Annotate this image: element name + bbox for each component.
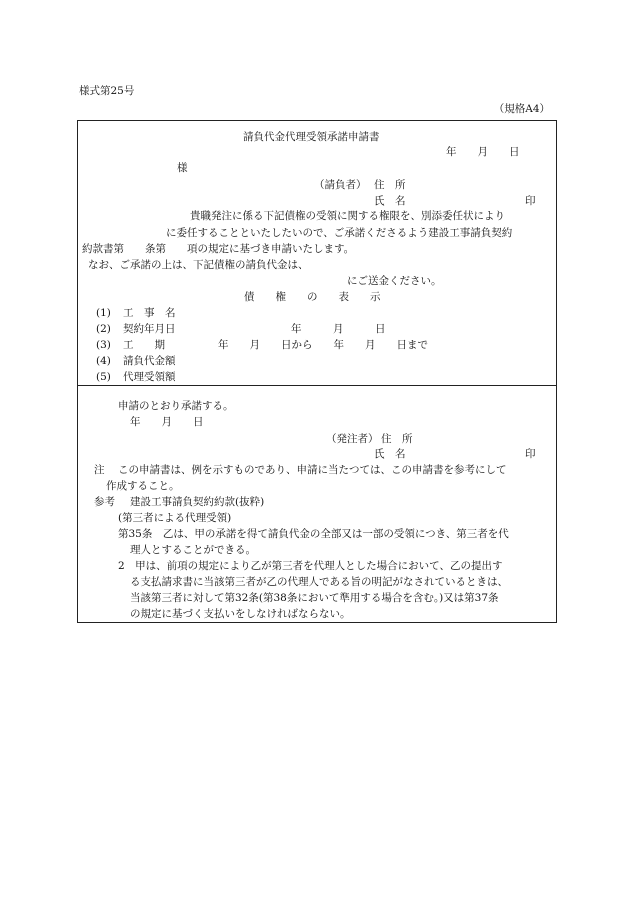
item-1-label: 工 事 名 [123,307,176,319]
item-3-label: 工 期 [123,339,165,351]
item-3-number: (3) [96,339,111,351]
item-2-value: 年 月 日 [291,323,386,335]
applicant-seal: 印 [525,195,536,207]
reference-label: 参考 [94,496,115,508]
approval-text: 申請のとおり承諾する。 [118,400,234,412]
orderer-seal: 印 [525,448,536,460]
application-date: 年 月 日 [446,146,520,158]
item-2-label: 契約年月日 [123,323,176,335]
item-5-number: (5) [96,371,111,383]
item-1-number: (1) [96,307,111,319]
article-35-p2-line-3: 当該第三者に対して第32条(第38条において準用する場合を含む。)又は第37条 [130,592,499,604]
item-2-number: (2) [96,323,111,335]
body-line-5: にご送金ください。 [347,275,442,287]
applicant-role: （請負者） [314,179,367,191]
article-35-p2-line-4: の規定に基づく支払いをしなければならない。 [130,608,351,620]
body-line-1: 貴職発注に係る下記債権の受領に関する権限を、別添委任状により [190,210,505,222]
document-title: 請負代金代理受領承諾申請書 [243,131,380,143]
article-35-p2-line-1: 2 甲は、前項の規定により乙が第三者を代理人とした場合において、乙の提出す [118,560,503,572]
item-5-label: 代理受領額 [123,371,176,383]
body-line-3: 約款書第 条第 項の規定に基づき申請いたします。 [82,243,355,255]
body-line-2: に委任することといたしたいので、ご承諾くださるよう建設工事請負契約 [166,227,513,239]
claim-heading: 債 権 の 表 示 [244,291,381,303]
applicant-name-label: 氏 名 [374,195,406,207]
article-35-line-2: 理人とすることができる。 [130,544,256,556]
item-4-number: (4) [96,355,111,367]
article-35-line-1: 第35条 乙は、甲の承諾を得て請負代金の全部又は一部の受領につき、第三者を代 [118,528,509,540]
reference-title: 建設工事請負契約約款(抜粋) [130,496,265,508]
approval-date: 年 月 日 [130,416,204,428]
form-number: 様式第25号 [79,85,135,97]
item-4-label: 請負代金額 [123,355,176,367]
orderer-name-label: 氏 名 [374,448,406,460]
orderer-role: （発注者） [326,433,379,445]
addressee-suffix: 様 [177,162,188,174]
body-line-4: なお、ご承諾の上は、下記債権の請負代金は、 [88,259,309,271]
note-line-2: 作成すること。 [106,480,180,492]
note-label: 注 [94,464,105,476]
note-line-1: この申請書は、例を示すものであり、申請に当たつては、この申請書を参考にして [118,464,507,476]
article-35-p2-line-2: る支払請求書に当該第三者が乙の代理人である旨の明記がなされているときは、 [130,576,508,588]
item-3-value: 年 月 日から 年 月 日まで [218,339,428,351]
paper-size: （規格A4） [493,103,550,115]
orderer-address-label: 住 所 [381,433,413,445]
applicant-address-label: 住 所 [374,179,406,191]
reference-heading: (第三者による代理受領) [118,512,232,524]
